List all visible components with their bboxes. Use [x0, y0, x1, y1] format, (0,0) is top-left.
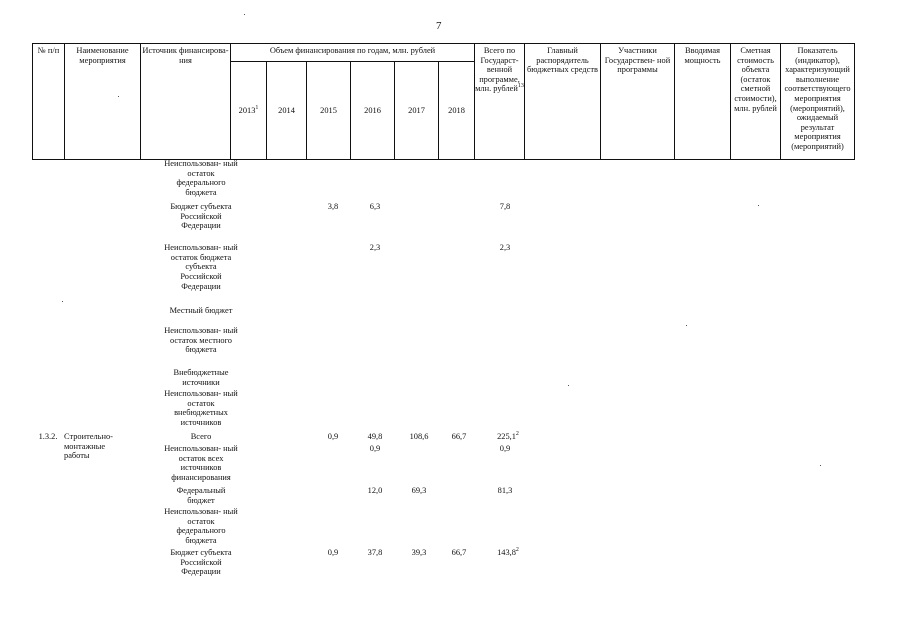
row-value-2018: 66,7	[451, 548, 467, 557]
header-participants	[601, 44, 675, 160]
header-name-label: Наименование мероприятия	[76, 46, 129, 65]
header-participants-label: Участники Государствен- ной программы	[604, 46, 671, 75]
row-value-2015: 0,9	[327, 432, 339, 441]
header-capacity	[675, 44, 731, 160]
scan-speck	[244, 14, 245, 15]
row-total-value: 7,8	[499, 202, 511, 211]
header-volume	[231, 44, 475, 62]
header-indicator	[781, 44, 855, 160]
row-total-value: 225,1	[497, 432, 516, 441]
row-source: Бюджет субъекта Российской Федерации	[170, 202, 232, 231]
row-value-2016: 37,8	[367, 548, 383, 557]
row-total	[488, 444, 522, 454]
row-value-2016: 49,8	[367, 432, 383, 441]
header-main-manager-label: Главный распорядитель бюджетных средств	[527, 46, 598, 75]
row-source: Неиспользован- ный остаток местного бюджета	[164, 326, 238, 355]
row-source: Неиспользован- ный остаток всех источников финансирования	[164, 444, 238, 483]
row-name: Строительно- монтажные работы	[64, 432, 113, 461]
row-source: Неиспользован- ный остаток внебюджетных источников	[164, 389, 238, 428]
scan-speck	[118, 96, 119, 97]
row-source: Внебюджетные источники	[173, 368, 229, 387]
row-value-2015: 0,9	[327, 548, 339, 557]
header-total-label: Всего по Государст- венной программе, млн. рублей	[475, 46, 520, 94]
header-total-footnote: 13	[517, 83, 524, 90]
row-total-footnote: 2	[515, 547, 519, 553]
year-2013-footnote: 1	[255, 104, 259, 111]
scan-speck	[758, 205, 759, 206]
row-total	[488, 432, 528, 442]
row-total-value: 81,3	[497, 486, 513, 495]
table-header	[32, 43, 855, 160]
header-volume-label: Объем финансирования по годам, млн. рублей	[269, 46, 436, 55]
row-value-2017: 39,3	[411, 548, 427, 557]
year-2014-label: 2014	[278, 105, 295, 115]
year-2018-label: 2018	[448, 105, 465, 115]
header-year-2014	[267, 62, 307, 160]
header-year-2017	[395, 62, 439, 160]
year-2016-label: 2016	[364, 105, 381, 115]
scan-speck	[686, 325, 687, 326]
row-source: Бюджет субъекта Российской Федерации	[170, 548, 232, 577]
header-source	[141, 44, 231, 160]
header-capacity-label: Вводимая мощность	[684, 46, 721, 65]
year-2015-label: 2015	[320, 105, 337, 115]
row-num: 1.3.2.	[38, 432, 58, 441]
row-source: Всего	[190, 432, 212, 441]
row-source: Неиспользован- ный остаток бюджета субъекта Российской Федерации	[164, 243, 238, 291]
row-total-footnote: 2	[515, 431, 519, 437]
row-total	[488, 486, 522, 496]
header-indicator-label: Показатель (индикатор), характеризующий выполнение соответствующего мероприятия (мероприятий), ожидаемый результат мероприятия (мероприятий)	[784, 46, 851, 151]
row-value-2017: 69,3	[411, 486, 427, 495]
row-value-2016: 0,9	[369, 444, 381, 453]
row-total	[488, 548, 528, 558]
row-value-2015: 3,8	[327, 202, 339, 211]
scan-speck	[62, 301, 63, 302]
row-total-value: 143,8	[497, 548, 516, 557]
row-value-2016: 12,0	[367, 486, 383, 495]
header-total	[475, 44, 525, 160]
year-2017-label: 2017	[408, 105, 425, 115]
header-year-2013	[231, 62, 267, 160]
header-year-2016	[351, 62, 395, 160]
row-value-2016: 6,3	[369, 202, 381, 211]
row-total	[488, 243, 522, 253]
header-source-label: Источник финансирова- ния	[142, 46, 229, 65]
row-total	[488, 202, 522, 212]
row-value-2016: 2,3	[369, 243, 381, 252]
row-source: Федеральный бюджет	[176, 486, 226, 505]
row-source: Неиспользован- ный остаток федерального бюджета	[164, 159, 238, 198]
header-num	[33, 44, 65, 160]
scan-speck	[820, 465, 821, 466]
scan-speck	[568, 385, 569, 386]
row-total-value: 2,3	[499, 243, 511, 252]
header-name	[65, 44, 141, 160]
row-source: Местный бюджет	[169, 306, 233, 315]
header-estimate-label: Сметная стоимость объекта (остаток сметной стоимости), млн. рублей	[734, 46, 777, 113]
header-year-2018	[439, 62, 475, 160]
header-num-label: № п/п	[37, 46, 60, 55]
page-number: 7	[436, 20, 442, 32]
row-total-value: 0,9	[499, 444, 511, 453]
header-year-2015	[307, 62, 351, 160]
header-main-manager	[525, 44, 601, 160]
row-value-2018: 66,7	[451, 432, 467, 441]
header-estimate	[731, 44, 781, 160]
row-source: Неиспользован- ный остаток федерального бюджета	[164, 507, 238, 546]
year-2013-label: 2013	[238, 105, 256, 115]
row-value-2017: 108,6	[409, 432, 429, 441]
